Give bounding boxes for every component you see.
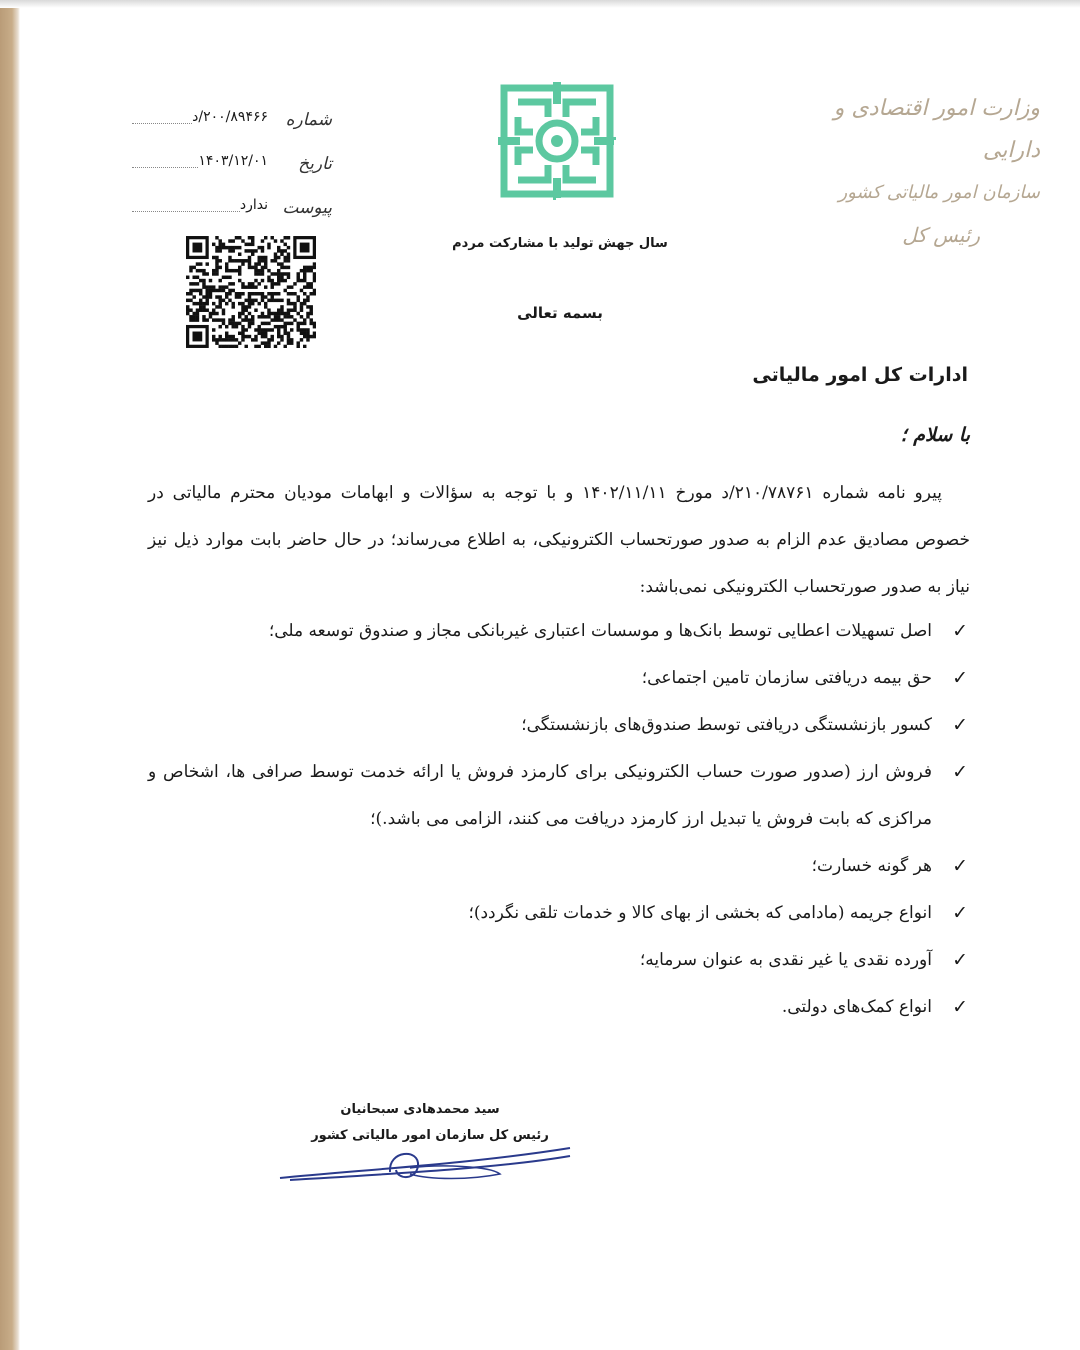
list-item bbox=[148, 937, 970, 984]
qr-code bbox=[186, 236, 316, 348]
basmala: بسمه تعالی bbox=[517, 304, 603, 322]
handwritten-signature bbox=[270, 1130, 590, 1190]
letter-meta bbox=[132, 92, 332, 224]
check-icon: ✓ bbox=[952, 714, 968, 736]
list-item bbox=[148, 655, 970, 702]
list-item-text: کسور بازنشستگی دریافتی توسط صندوق‌های بازنشستگی؛ bbox=[521, 715, 932, 735]
date-row bbox=[132, 136, 332, 180]
paper-left-edge bbox=[0, 0, 20, 1350]
letter-intro: پیرو نامه شماره ۲۱۰/۷۸۷۶۱/د مورخ ۱۴۰۲/۱۱/۱۱ و با توجه به سؤالات و ابهامات مودیان محترم مالیاتی در خصوص مصادیق عدم الزام به صدور صورتحساب الکترونیکی، به اطلاع می‌رساند؛ در حال حاضر بابت موارد ذیل نیز نیاز به صدور صورتحساب الکترونیکی نمی‌باشد: bbox=[148, 483, 970, 597]
greeting: با سلام ؛ bbox=[900, 424, 970, 446]
letter-page bbox=[20, 8, 1080, 1350]
year-slogan: سال جهش تولید با مشارکت مردم bbox=[452, 236, 668, 251]
list-item-text: هر گونه خسارت؛ bbox=[811, 856, 932, 876]
list-item-text: اصل تسهیلات اعطایی توسط بانک‌ها و موسسات اعتباری غیربانکی مجاز و صندوق توسعه ملی؛ bbox=[268, 621, 932, 641]
check-icon: ✓ bbox=[952, 902, 968, 924]
list-item-text: انواع جریمه (مادامی که بخشی از بهای کالا و خدمات تلقی نگردد)؛ bbox=[468, 903, 932, 923]
check-icon: ✓ bbox=[952, 949, 968, 971]
ministry-name: وزارت امور اقتصادی و دارایی bbox=[833, 96, 1040, 163]
number-label: شماره bbox=[285, 110, 332, 130]
check-icon: ✓ bbox=[952, 667, 968, 689]
list-item-text: آورده نقدی یا غیر نقدی به عنوان سرمایه؛ bbox=[639, 950, 932, 970]
attachment-value: ندارد bbox=[240, 198, 274, 224]
list-item bbox=[148, 702, 970, 749]
paper-top-edge bbox=[0, 0, 1080, 8]
list-item-text: فروش ارز (صدور صورت حساب الکترونیکی برای کارمزد فروش یا ارائه خدمت توسط صرافی ها، اشخاص و مراکزی که بابت فروش یا تبدیل ارز کارمزد دریافت می کنند، الزامی می باشد.)؛ bbox=[148, 762, 932, 829]
ministry-letterhead bbox=[810, 88, 1040, 256]
list-item-text: انواع کمک‌های دولتی. bbox=[781, 997, 932, 1017]
signatory-title: رئیس کل سازمان امور مالیاتی کشور bbox=[311, 1128, 549, 1143]
list-item bbox=[148, 984, 970, 1031]
letter-date: ۱۴۰۳/۱۲/۰۱ bbox=[198, 154, 274, 180]
organization-name: سازمان امور مالیاتی کشور bbox=[838, 182, 1040, 203]
list-item-text: حق بیمه دریافتی سازمان تامین اجتماعی؛ bbox=[641, 668, 932, 688]
letter-number: ۲۰۰/۸۹۴۶۶/د bbox=[192, 110, 274, 136]
list-item bbox=[148, 890, 970, 937]
office-title: رئیس کل bbox=[902, 223, 980, 247]
list-item bbox=[148, 843, 970, 890]
exemption-list bbox=[148, 608, 970, 1031]
number-row bbox=[132, 92, 332, 136]
addressee: ادارات کل امور مالیاتی bbox=[752, 364, 968, 386]
attachment-row bbox=[132, 180, 332, 224]
date-label: تاریخ bbox=[298, 154, 332, 174]
list-item bbox=[148, 749, 970, 843]
tax-organization-emblem bbox=[498, 82, 616, 200]
signatory-name: سید محمدهادی سبحانیان bbox=[340, 1102, 500, 1117]
check-icon: ✓ bbox=[952, 761, 968, 783]
check-icon: ✓ bbox=[952, 855, 968, 877]
check-icon: ✓ bbox=[952, 996, 968, 1018]
check-icon: ✓ bbox=[952, 620, 968, 642]
attachment-label: پیوست bbox=[282, 198, 332, 218]
list-item bbox=[148, 608, 970, 655]
